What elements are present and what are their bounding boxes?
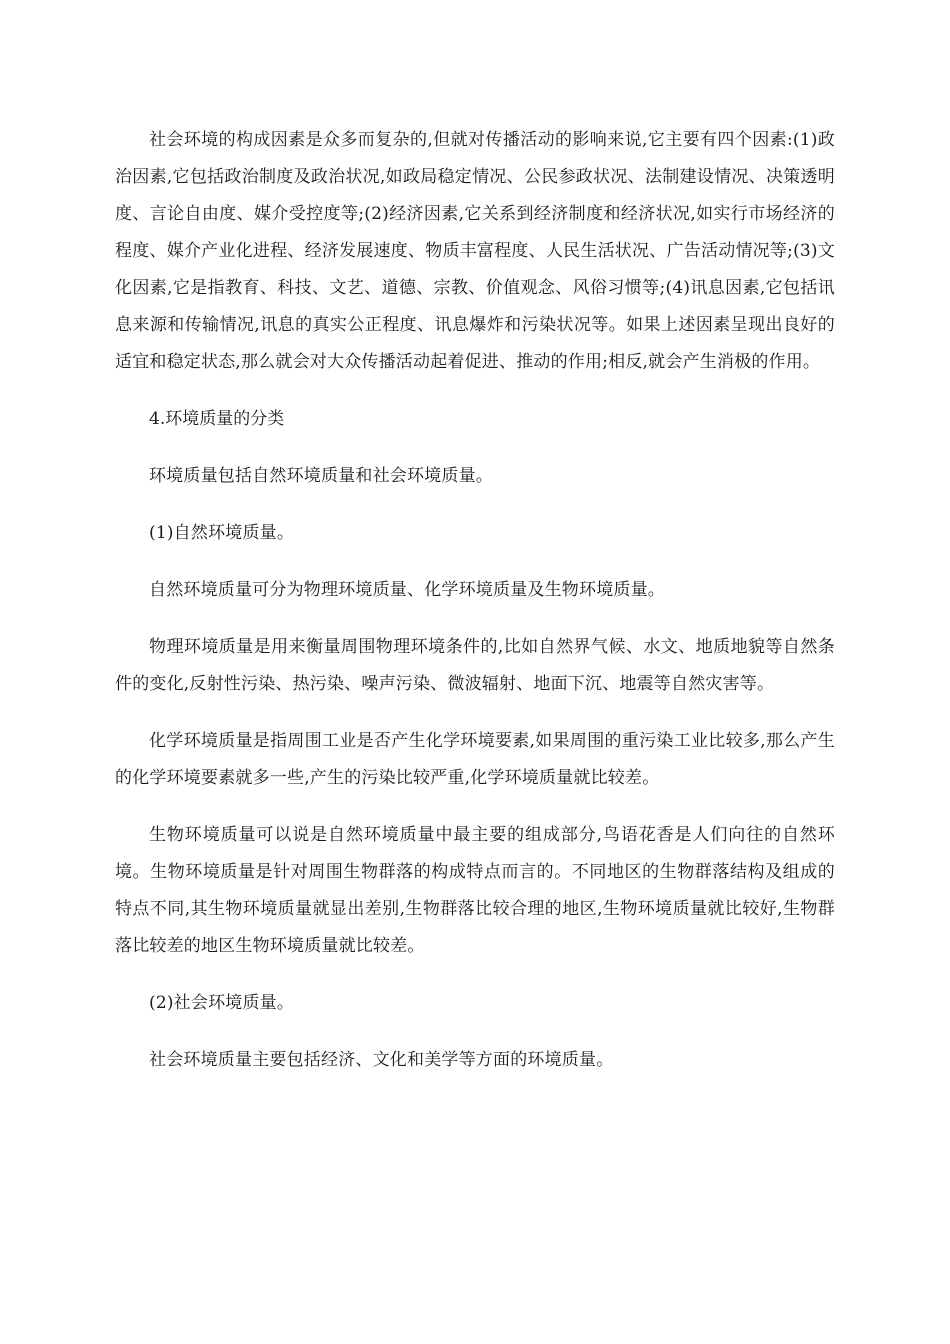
paragraph-chemical-environment-quality: 化学环境质量是指周围工业是否产生化学环境要素,如果周围的重污染工业比较多,那么产生的化学环境要素就多一些,产生的污染比较严重,化学环境质量就比较差。 — [115, 731, 835, 788]
paragraph-physical-environment-quality: 物理环境质量是用来衡量周围物理环境条件的,比如自然界气候、水文、地质地貌等自然条件的变化,反射性污染、热污染、噪声污染、微波辐射、地面下沉、地震等自然灾害等。 — [115, 637, 835, 694]
paragraph-natural-quality-types: 自然环境质量可分为物理环境质量、化学环境质量及生物环境质量。 — [149, 580, 665, 600]
section-heading-environment-quality-classification: 4.环境质量的分类 — [149, 409, 285, 429]
paragraph-social-environment-factors: 社会环境的构成因素是众多而复杂的,但就对传播活动的影响来说,它主要有四个因素:(1)政治因素,它包括政治制度及政治状况,如政局稳定情况、公民参政状况、法制建设情况、决策透明度、言论自由度、媒介受控度等;(2)经济因素,它关系到经济制度和经济状况,如实行市场经济的程度、媒介产业化进程、经济发展速度、物质丰富程度、人民生活状况、广告活动情况等;(3)文化因素,它是指教育、科技、文艺、道德、宗教、价值观念、风俗习惯等;(4)讯息因素,它包括讯息来源和传输情况,讯息的真实公正程度、讯息爆炸和污染状况等。如果上述因素呈现出良好的适宜和稳定状态,那么就会对大众传播活动起着促进、推动的作用;相反,就会产生消极的作用。 — [115, 130, 835, 372]
paragraph-social-environment-quality: 社会环境质量主要包括经济、文化和美学等方面的环境质量。 — [149, 1050, 614, 1070]
subheading-social-environment-quality: (2)社会环境质量。 — [149, 993, 295, 1013]
paragraph-biological-environment-quality: 生物环境质量可以说是自然环境质量中最主要的组成部分,鸟语花香是人们向往的自然环境。生物环境质量是针对周围生物群落的构成特点而言的。不同地区的生物群落结构及组成的特点不同,其生物环境质量就显出差别,生物群落比较合理的地区,生物环境质量就比较好,生物群落比较差的地区生物环境质量就比较差。 — [115, 825, 835, 956]
paragraph-environment-quality-intro: 环境质量包括自然环境质量和社会环境质量。 — [149, 466, 493, 486]
document-body — [115, 122, 835, 1079]
subheading-natural-environment-quality: (1)自然环境质量。 — [149, 523, 295, 543]
